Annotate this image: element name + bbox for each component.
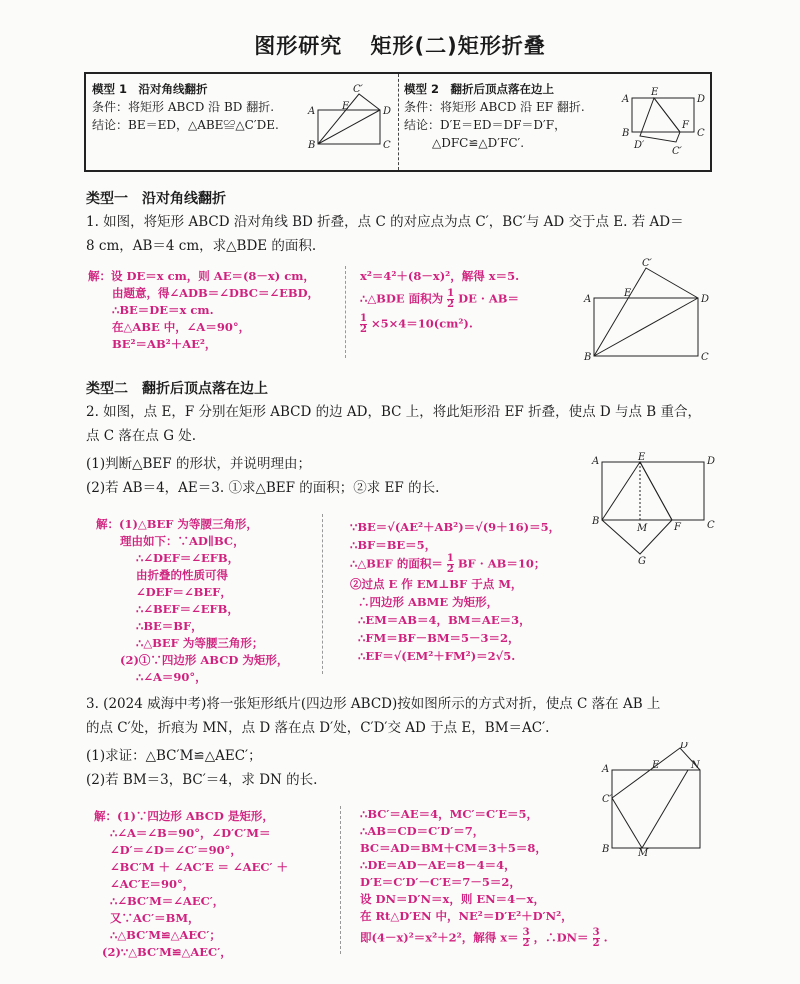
svg-text:M: M [638, 848, 649, 858]
svg-text:D: D [701, 294, 710, 305]
svg-text:C: C [697, 128, 705, 139]
question-2: 2. 如图，点 E，F 分别在矩形 ABCD 的边 AD，BC 上，将此矩形沿 EF 折叠，使点 D 与点 B 重合， 点 C 落在点 G 处. (1)判断△BEF 的形状，并说明理由； (2)若 AB＝4，AE＝3. ①求△BEF 的面积；②求 EF 的长. [86, 404, 702, 496]
svg-text:E: E [638, 452, 646, 463]
svg-text:E: E [624, 288, 632, 299]
svg-text:F: F [682, 120, 689, 131]
model-1-conclusion: 结论：BE＝ED，△ABE≌△C′DE. [92, 118, 279, 132]
svg-text:D′: D′ [680, 742, 691, 751]
q1-solution-left: 解：设 DE＝x cm，则 AE＝(8－x) cm， 由题意，得∠ADB＝∠DBC＝∠EBD， ∴BE＝DE＝x cm. 在△ABE 中，∠A＝90°， BE²＝AB²＋AE²， [88, 269, 320, 351]
section-type-2: 类型二 翻折后顶点落在边上 [86, 381, 268, 397]
q1-solution-right: x²＝4²＋(8－x)²，解得 x＝5. ∴△BDE 面积为 $\frac{1}{2}$ DE · AB＝ $\frac{1}{2}$ ×5×4＝10(cm²). [360, 269, 520, 335]
question-3: 3. (2024 威海中考)将一张矩形纸片(四边形 ABCD)按如图所示的方式对折，使点 C 落在 AB 上 的点 C′处，折痕为 MN，点 D 落在点 D′处，C′D′交 AD 于点 E，BM＝AC′. (1)求证：△BC′M≌△AEC′； (2)若 BM＝3，BC′＝4，求 DN 的长. [86, 696, 661, 788]
svg-text:B: B [592, 516, 600, 527]
svg-text:B: B [308, 140, 316, 151]
q2-solution-left: 解：(1)△BEF 为等腰三角形， 理由如下：∵AD∥BC， ∴∠DEF＝∠EFB， 由折叠的性质可得 ∠DEF＝∠BEF， ∴∠BEF＝∠EFB， ∴BE＝BF， ∴△BEF 为等腰三角形； (2)①∵四边形 ABCD 为矩形， ∴∠A＝90°， [96, 517, 289, 684]
svg-text:C′: C′ [353, 84, 363, 95]
model-2-figure [618, 84, 710, 162]
fraction: $\frac{1}{2}$ [446, 553, 454, 575]
svg-text:A: A [584, 294, 592, 305]
q1-divider [345, 266, 346, 358]
q2-divider [322, 514, 323, 674]
svg-text:D′: D′ [634, 140, 645, 151]
model-divider [398, 74, 399, 170]
svg-text:B: B [602, 844, 610, 855]
model-1-condition: 条件：将矩形 ABCD 沿 BD 翻折. [92, 100, 275, 114]
svg-text:C′: C′ [672, 146, 682, 157]
svg-text:E: E [342, 101, 350, 112]
svg-text:B: B [622, 128, 630, 139]
svg-text:D: D [707, 456, 716, 467]
model-2-head: 模型 2 翻折后顶点落在边上 [404, 82, 555, 96]
model-1 [92, 80, 312, 134]
svg-text:D: D [697, 94, 706, 105]
svg-text:D: D [383, 106, 392, 117]
fraction: $\frac{1}{2}$ [360, 313, 367, 335]
svg-text:A: A [602, 764, 610, 775]
q3-solution-right: ∴BC′＝AE＝4，MC′＝C′E＝5， ∴AB＝CD＝C′D′＝7， BC＝AD＝BM＋CM＝3＋5＝8， ∴DE＝AD－AE＝8－4＝4， D′E＝C′D′－C′E＝7－5＝2， 设 DN＝D′N＝x，则 EN＝4－x， 在 Rt△D′EN 中，NE²＝D′E²＋D′N²， 即(4－x)²＝x²＋2²，解得 x＝ $\frac{3}{2}$ ，∴DN＝ $\frac{3}{2}$ . [360, 807, 608, 949]
model-2-condition: 条件：将矩形 ABCD 沿 EF 翻折. [404, 100, 585, 114]
model-2 [404, 80, 624, 152]
svg-text:E: E [651, 87, 659, 98]
question-1: 1. 如图，将矩形 ABCD 沿对角线 BD 折叠，点 C 的对应点为点 C′，BC′与 AD 交于点 E. 若 AD＝ 8 cm，AB＝4 cm，求△BDE 的面积. [86, 214, 684, 254]
svg-text:A: A [592, 456, 600, 467]
q2-figure [590, 450, 720, 566]
svg-text:E: E [652, 760, 660, 771]
q2-solution-right: ∵BE＝√(AE²＋AB²)＝√(9＋16)＝5， ∴BF＝BE＝5， ∴△BEF 的面积＝ $\frac{1}{2}$ BF · AB＝10； ②过点 E 作 EM⊥BF 于点 M， ∴四边形 ABME 为矩形， ∴EM＝AB＝4，BM＝AE＝3， ∴FM＝BF－BM＝5－3＝2， ∴EF＝√(EM²＋FM²)＝2√5. [350, 520, 561, 663]
fraction: $\frac{3}{2}$ [522, 927, 530, 949]
svg-text:C: C [707, 520, 715, 531]
svg-text:N: N [691, 760, 700, 771]
svg-text:C: C [701, 352, 709, 363]
q3-figure [596, 742, 716, 858]
model-1-figure [305, 80, 395, 152]
svg-text:C: C [383, 140, 391, 151]
svg-text:M: M [637, 523, 648, 534]
fraction: $\frac{1}{2}$ [447, 288, 455, 310]
q3-solution-left: 解：(1)∵四边形 ABCD 是矩形， ∴∠A＝∠B＝90°，∠D′C′M＝ ∠D′＝∠D＝∠C′＝90°， ∠BC′M ＋ ∠AC′E ＝ ∠AEC′ ＋ ∠AC′E＝90°， ∴∠BC′M＝∠AEC′， 又∵AC′＝BM， ∴△BC′M≌△AEC′； (2)∵△BC′M≌△AEC′， [94, 809, 289, 959]
model-2-conclusion: 结论：D′E＝ED＝DF＝D′F， [404, 118, 567, 132]
svg-text:A: A [308, 106, 316, 117]
q1-figure [582, 258, 712, 368]
svg-text:F: F [674, 522, 681, 533]
q3-divider [340, 806, 341, 954]
svg-text:C′: C′ [642, 258, 652, 269]
svg-text:B: B [584, 352, 592, 363]
svg-text:A: A [622, 94, 630, 105]
model-1-head: 模型 1 沿对角线翻折 [92, 82, 208, 96]
section-type-1: 类型一 沿对角线翻折 [86, 191, 226, 207]
fraction: $\frac{3}{2}$ [592, 927, 600, 949]
svg-text:C′: C′ [602, 794, 612, 805]
model-2-conclusion-2: △DFC≌△D′FC′. [432, 136, 525, 150]
page-title: 图形研究 矩形(二)矩形折叠 [254, 34, 546, 58]
svg-text:G: G [638, 556, 646, 566]
